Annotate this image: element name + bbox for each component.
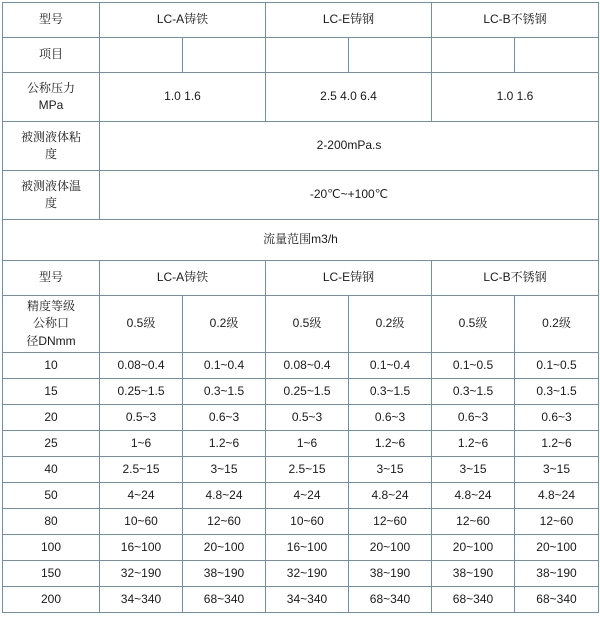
table-row bbox=[3, 535, 599, 561]
grade-cell-5: 0.5级 bbox=[432, 296, 515, 353]
dn-value: 25 bbox=[3, 431, 100, 457]
flow-cell: 1.2~6 bbox=[515, 431, 599, 457]
flow-cell: 0.08~0.4 bbox=[266, 353, 349, 379]
flow-cell: 1.2~6 bbox=[183, 431, 266, 457]
lower-model-lce: LC-E铸钢 bbox=[266, 261, 432, 296]
dn-value: 50 bbox=[3, 483, 100, 509]
table-row bbox=[3, 483, 599, 509]
viscosity-label-line2: 度 bbox=[44, 147, 57, 161]
flow-cell: 20~100 bbox=[432, 535, 515, 561]
flow-cell: 4~24 bbox=[100, 483, 183, 509]
accuracy-label-line3: 径DNmm bbox=[26, 333, 76, 348]
flow-cell: 0.1~0.5 bbox=[515, 353, 599, 379]
flow-cell: 4.8~24 bbox=[183, 483, 266, 509]
flow-cell: 0.08~0.4 bbox=[100, 353, 183, 379]
flow-cell: 32~190 bbox=[100, 561, 183, 587]
flow-cell: 16~100 bbox=[266, 535, 349, 561]
dn-value: 200 bbox=[3, 587, 100, 613]
flow-cell: 0.25~1.5 bbox=[266, 379, 349, 405]
dn-value: 150 bbox=[3, 561, 100, 587]
nominal-pressure-lce: 2.5 4.0 6.4 bbox=[266, 73, 432, 122]
header-model-lcb: LC-B不锈钢 bbox=[432, 3, 599, 38]
flow-cell: 20~100 bbox=[349, 535, 432, 561]
flow-cell: 34~340 bbox=[100, 587, 183, 613]
flow-cell: 3~15 bbox=[432, 457, 515, 483]
header-model-label: 型号 bbox=[3, 3, 100, 38]
table-row-nominal-pressure bbox=[3, 73, 599, 122]
empty-cell-3 bbox=[266, 38, 349, 73]
flow-cell: 16~100 bbox=[100, 535, 183, 561]
flow-cell: 10~60 bbox=[266, 509, 349, 535]
flow-cell: 4~24 bbox=[266, 483, 349, 509]
dn-value: 80 bbox=[3, 509, 100, 535]
table-row bbox=[3, 405, 599, 431]
flow-cell: 38~190 bbox=[432, 561, 515, 587]
flow-cell: 10~60 bbox=[100, 509, 183, 535]
accuracy-label-line1: 精度等级 bbox=[26, 299, 75, 313]
flow-cell: 3~15 bbox=[515, 457, 599, 483]
empty-cell-4 bbox=[349, 38, 432, 73]
nominal-pressure-lcb: 1.0 1.6 bbox=[432, 73, 599, 122]
table-row bbox=[3, 431, 599, 457]
grade-cell-3: 0.5级 bbox=[266, 296, 349, 353]
grade-cell-1: 0.5级 bbox=[100, 296, 183, 353]
table-row bbox=[3, 379, 599, 405]
flow-cell: 68~340 bbox=[515, 587, 599, 613]
flow-cell: 0.5~3 bbox=[100, 405, 183, 431]
flow-cell: 12~60 bbox=[432, 509, 515, 535]
flow-cell: 1~6 bbox=[266, 431, 349, 457]
nominal-pressure-label-line2: MPa bbox=[38, 98, 64, 112]
dn-value: 100 bbox=[3, 535, 100, 561]
flow-cell: 1.2~6 bbox=[432, 431, 515, 457]
flow-cell: 38~190 bbox=[183, 561, 266, 587]
flow-cell: 0.1~0.5 bbox=[432, 353, 515, 379]
flow-cell: 68~340 bbox=[183, 587, 266, 613]
flow-cell: 3~15 bbox=[349, 457, 432, 483]
empty-cell-1 bbox=[100, 38, 183, 73]
table-row-flow-range bbox=[3, 220, 599, 261]
flow-cell: 0.1~0.4 bbox=[183, 353, 266, 379]
flow-cell: 38~190 bbox=[349, 561, 432, 587]
viscosity-label-line1: 被测液体粘 bbox=[20, 129, 81, 144]
empty-cell-6 bbox=[515, 38, 599, 73]
flow-cell: 1.2~6 bbox=[349, 431, 432, 457]
table-row-temperature bbox=[3, 171, 599, 220]
flow-cell: 2.5~15 bbox=[100, 457, 183, 483]
temperature-label bbox=[3, 171, 100, 220]
flow-cell: 2.5~15 bbox=[266, 457, 349, 483]
flow-cell: 0.1~0.4 bbox=[349, 353, 432, 379]
flow-cell: 34~340 bbox=[266, 587, 349, 613]
table-row bbox=[3, 38, 599, 73]
temperature-label-line1: 被测液体温 bbox=[20, 178, 81, 193]
flow-cell: 0.6~3 bbox=[349, 405, 432, 431]
accuracy-label-line2: 公称口 bbox=[32, 316, 69, 331]
nominal-pressure-label-line1: 公称压力 bbox=[26, 80, 75, 95]
header-model-lce: LC-E铸钢 bbox=[266, 3, 432, 38]
grade-cell-2: 0.2级 bbox=[183, 296, 266, 353]
table-row bbox=[3, 3, 599, 38]
flow-cell: 32~190 bbox=[266, 561, 349, 587]
flow-cell: 0.3~1.5 bbox=[349, 379, 432, 405]
flow-cell: 68~340 bbox=[349, 587, 432, 613]
temperature-value: -20℃~+100℃ bbox=[100, 171, 599, 220]
viscosity-label bbox=[3, 122, 100, 171]
dn-value: 10 bbox=[3, 353, 100, 379]
flow-cell: 0.3~1.5 bbox=[183, 379, 266, 405]
flow-cell: 1~6 bbox=[100, 431, 183, 457]
specification-table bbox=[2, 2, 599, 613]
flow-cell: 3~15 bbox=[183, 457, 266, 483]
flow-cell: 12~60 bbox=[349, 509, 432, 535]
flow-cell: 20~100 bbox=[515, 535, 599, 561]
grade-cell-6: 0.2级 bbox=[515, 296, 599, 353]
flow-cell: 68~340 bbox=[432, 587, 515, 613]
flow-cell: 0.5~3 bbox=[266, 405, 349, 431]
table-row bbox=[3, 561, 599, 587]
table-row-lower-models bbox=[3, 261, 599, 296]
flow-cell: 0.6~3 bbox=[432, 405, 515, 431]
temperature-label-line2: 度 bbox=[44, 196, 57, 210]
header-model-lca: LC-A铸铁 bbox=[100, 3, 266, 38]
flow-cell: 4.8~24 bbox=[515, 483, 599, 509]
flow-cell: 0.6~3 bbox=[183, 405, 266, 431]
flow-cell: 4.8~24 bbox=[432, 483, 515, 509]
flow-cell: 0.3~1.5 bbox=[515, 379, 599, 405]
table-row bbox=[3, 353, 599, 379]
flow-cell: 0.25~1.5 bbox=[100, 379, 183, 405]
dn-value: 40 bbox=[3, 457, 100, 483]
empty-cell-2 bbox=[183, 38, 266, 73]
viscosity-value: 2-200mPa.s bbox=[100, 122, 599, 171]
flow-cell: 38~190 bbox=[515, 561, 599, 587]
lower-model-lcb: LC-B不锈钢 bbox=[432, 261, 599, 296]
flow-cell: 0.6~3 bbox=[515, 405, 599, 431]
accuracy-dn-label bbox=[3, 296, 100, 353]
flow-cell: 12~60 bbox=[183, 509, 266, 535]
lower-model-label: 型号 bbox=[3, 261, 100, 296]
flow-cell: 12~60 bbox=[515, 509, 599, 535]
flow-cell: 0.3~1.5 bbox=[432, 379, 515, 405]
lower-model-lca: LC-A铸铁 bbox=[100, 261, 266, 296]
flow-cell: 4.8~24 bbox=[349, 483, 432, 509]
table-row-viscosity bbox=[3, 122, 599, 171]
nominal-pressure-lca: 1.0 1.6 bbox=[100, 73, 266, 122]
empty-cell-5 bbox=[432, 38, 515, 73]
table-row bbox=[3, 587, 599, 613]
header-item-label: 项目 bbox=[3, 38, 100, 73]
table-row bbox=[3, 509, 599, 535]
dn-value: 20 bbox=[3, 405, 100, 431]
dn-value: 15 bbox=[3, 379, 100, 405]
table-row bbox=[3, 457, 599, 483]
nominal-pressure-label bbox=[3, 73, 100, 122]
grade-cell-4: 0.2级 bbox=[349, 296, 432, 353]
flow-range-title: 流量范围m3/h bbox=[3, 220, 599, 261]
flow-cell: 20~100 bbox=[183, 535, 266, 561]
